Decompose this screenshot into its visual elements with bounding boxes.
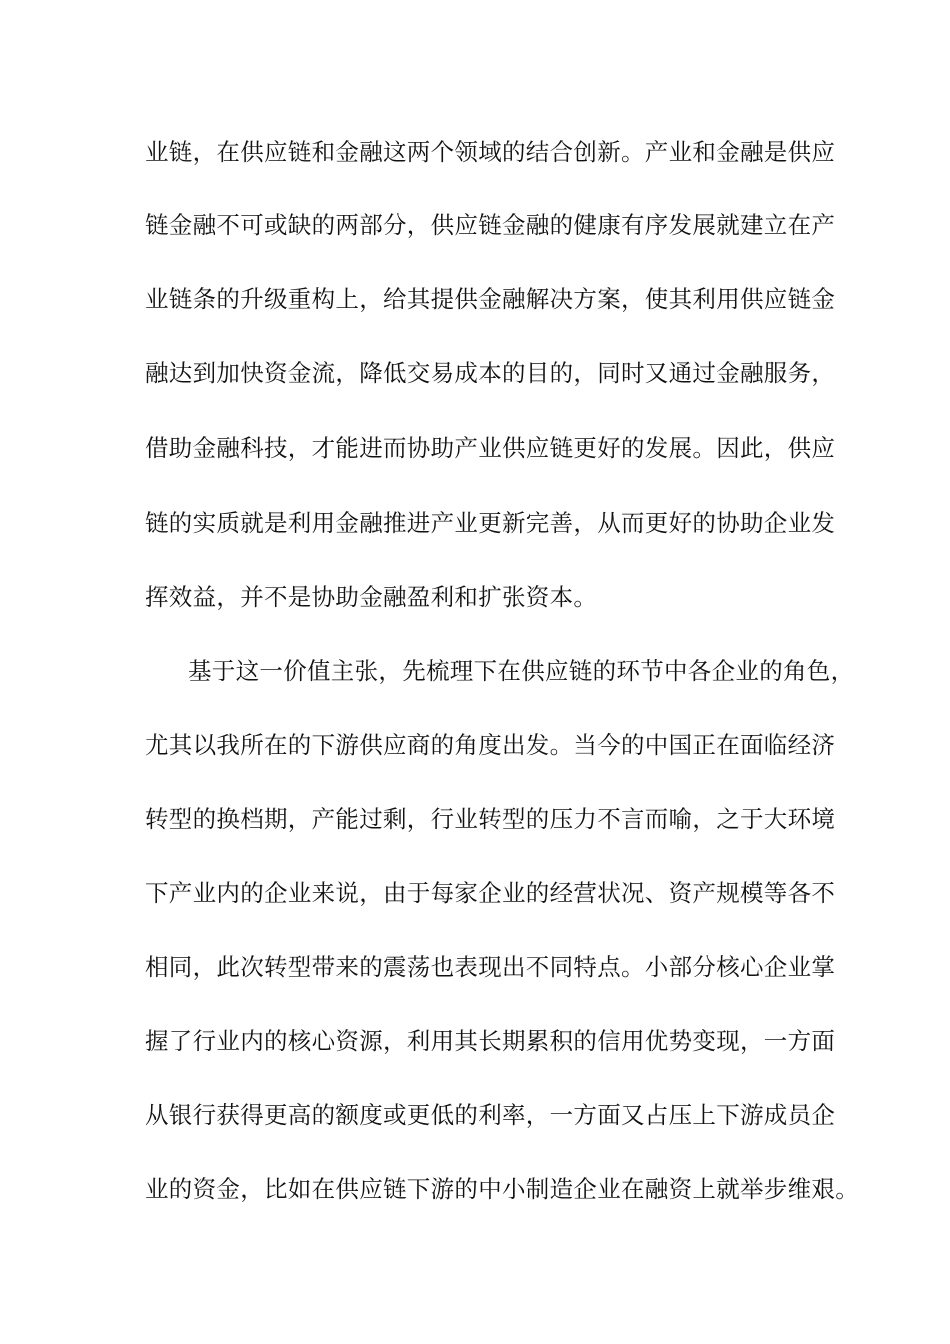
text-line-6: 链的实质就是利用金融推进产业更新完善，从而更好的协助企业发 — [145, 509, 836, 537]
text-line-11: 下产业内的企业来说，由于每家企业的经营状况、资产规模等各不 — [145, 879, 836, 907]
text-line-9: 尤其以我所在的下游供应商的角度出发。当今的中国正在面临经济 — [145, 731, 836, 759]
text-line-8-paragraph-start: 基于这一价值主张，先梳理下在供应链的环节中各企业的角色， — [188, 657, 855, 685]
text-line-13: 握了行业内的核心资源，利用其长期累积的信用优势变现，一方面 — [145, 1027, 836, 1055]
text-line-10: 转型的换档期，产能过剩，行业转型的压力不言而喻，之于大环境 — [145, 805, 836, 833]
text-line-14: 从银行获得更高的额度或更低的利率，一方面又占压上下游成员企 — [145, 1101, 836, 1129]
text-line-12: 相同，此次转型带来的震荡也表现出不同特点。小部分核心企业掌 — [145, 953, 836, 981]
text-line-15: 业的资金，比如在供应链下游的中小制造企业在融资上就举步维艰。 — [145, 1175, 859, 1203]
text-line-2: 链金融不可或缺的两部分，供应链金融的健康有序发展就建立在产 — [145, 211, 836, 239]
text-line-7: 挥效益，并不是协助金融盈利和扩张资本。 — [145, 583, 598, 611]
text-line-5: 借助金融科技，才能进而协助产业供应链更好的发展。因此，供应 — [145, 434, 836, 462]
text-line-3: 业链条的升级重构上，给其提供金融解决方案，使其利用供应链金 — [145, 285, 836, 313]
text-line-4: 融达到加快资金流，降低交易成本的目的，同时又通过金融服务， — [145, 359, 836, 387]
text-line-1: 业链，在供应链和金融这两个领域的结合创新。产业和金融是供应 — [145, 138, 836, 166]
